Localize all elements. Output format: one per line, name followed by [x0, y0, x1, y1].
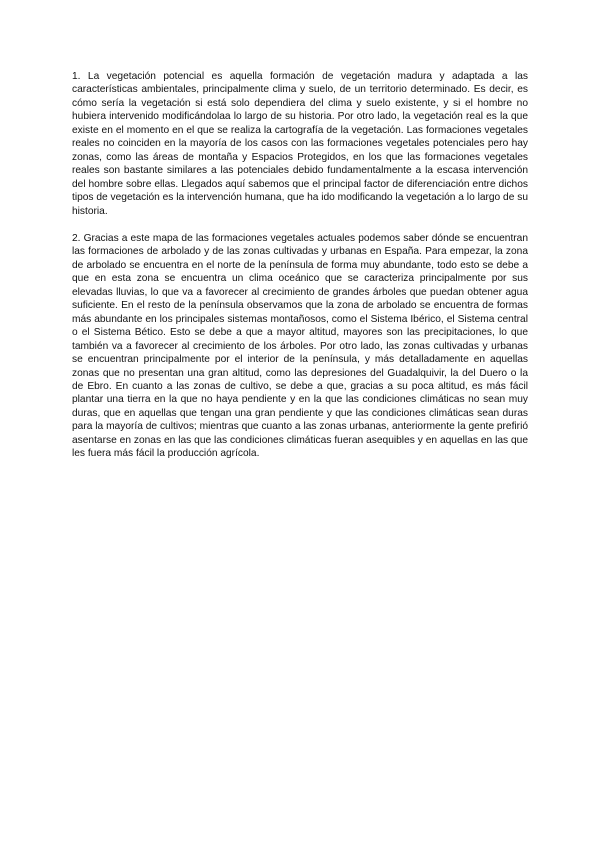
document-body: [72, 70, 528, 475]
paragraph-1: 1. La vegetación potencial es aquella formación de vegetación madura y adaptada a las características ambientales, principalmente clima y suelo, de un territorio determinado. Es decir, es cómo sería la vegetación si está solo dependiera del clima y suelo existente, y si el hombre no hubiera intervenido modificándolaa lo largo de su historia. Por otro lado, la vegetación real es la que existe en el momento en el que se realiza la cartografía de la vegetación. Las formaciones vegetales reales no coinciden en la mayoría de los casos con las formaciones vegetales potenciales pero hay zonas, como las áreas de montaña y Espacios Protegidos, en los que las formaciones vegetales reales son bastante similares a las potenciales debido fundamentalmente a la escasa intervención del hombre sobre ellas. Llegados aquí sabemos que el principal factor de diferenciación entre dichos tipos de vegetación es la intervención humana, que ha ido modificando la vegetación a lo largo de su historia.: [72, 71, 528, 217]
paragraph-2: 2. Gracias a este mapa de las formaciones vegetales actuales podemos saber dónde se encuentran las formaciones de arbolado y de las zonas cultivadas y urbanas en España. Para empezar, la zona de arbolado se encuentra en el norte de la península de forma muy abundante, todo esto se debe a que en esta zona se encuentra un clima oceánico que se caracteriza principalmente por sus elevadas lluvias, lo que va a favorecer al crecimiento de grandes árboles que puedan obtener agua suficiente. En el resto de la península observamos que la zona de arbolado se encuentra de formas más abundante en los principales sistemas montañosos, como el Sistema Ibérico, el Sistema central o el Sistema Bético. Esto se debe a que a mayor altitud, mayores son las precipitaciones, lo que también va a favorecer al crecimiento de los árboles. Por otro lado, las zonas cultivadas y urbanas se encuentran principalmente por el interior de la península, y más detalladamente en aquellas zonas que no presentan una gran altitud, como las depresiones del Guadalquivir, la del Duero o la de Ebro. En cuanto a las zonas de cultivo, se debe a que, gracias a su poca altitud, es más fácil plantar una tierra en la que no haya pendiente y en la que las condiciones climáticas no sean muy duras, que en aquellas que tengan una gran pendiente y que las condiciones climáticas sean duras para la mayoría de cultivos; mientras que cuanto a las zonas urbanas, anteriormente la gente prefirió asentarse en zonas en las que las condiciones climáticas fueran asequibles y en aquellas en las que les fuera más fácil la producción agrícola.: [72, 232, 528, 460]
